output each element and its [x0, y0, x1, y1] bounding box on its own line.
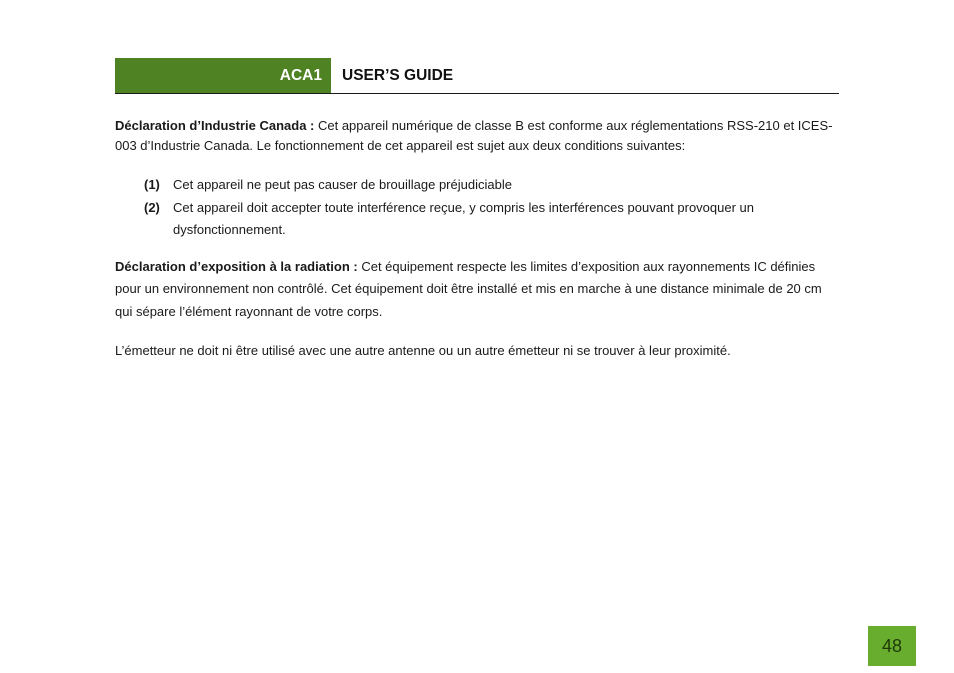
list-item-text: Cet appareil ne peut pas causer de brouillage préjudiciable [173, 177, 512, 192]
radiation-heading: Déclaration d’exposition à la radiation : [115, 258, 358, 274]
industry-canada-heading: Déclaration d’Industrie Canada : [115, 118, 315, 133]
list-item [115, 197, 841, 242]
list-item [115, 174, 841, 197]
transmitter-paragraph: L’émetteur ne doit ni être utilisé avec une autre antenne ou un autre émetteur ni se trouver à leur proximité. [115, 343, 731, 358]
list-item-number: (1) [144, 177, 160, 192]
header-title: USER’S GUIDE [342, 67, 454, 84]
list-item-text: Cet appareil doit accepter toute interférence reçue, y compris les interférences pouvant provoquer un dysfonctionnement. [173, 199, 754, 237]
conditions-list [115, 174, 841, 242]
header-product-label: ACA1 [115, 58, 331, 93]
document-body [115, 116, 841, 361]
radiation-paragraph [115, 256, 841, 324]
page-number-badge: 48 [868, 626, 916, 666]
radiation-text: Cet équipement respecte les limites d’exposition aux rayonnements IC définies pour un environnement non contrôlé. Cet équipement doit être installé et mis en marche à une distance minimale de 20 cm qui sépare l’élément rayonnant de votre corps. [115, 258, 822, 319]
list-item-number: (2) [144, 199, 160, 215]
page-header [115, 58, 839, 94]
industry-canada-paragraph [115, 116, 841, 156]
industry-canada-text: Cet appareil numérique de classe B est conforme aux réglementations RSS-210 et ICES-003 d’Industrie Canada. Le fonctionnement de cet appareil est sujet aux deux conditions suivantes: [115, 118, 833, 153]
